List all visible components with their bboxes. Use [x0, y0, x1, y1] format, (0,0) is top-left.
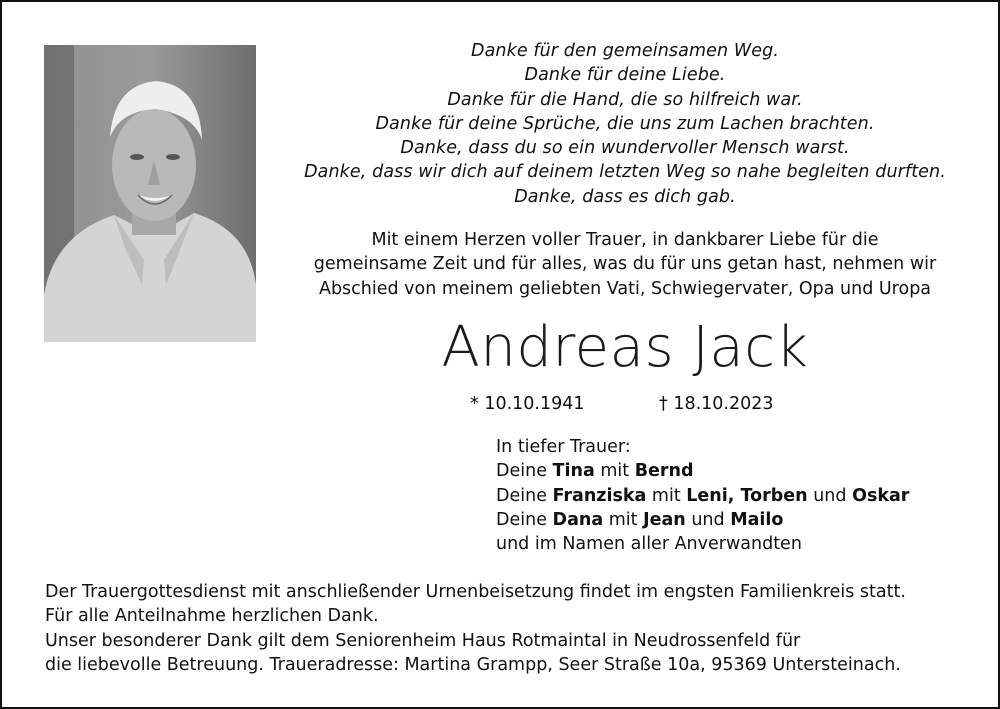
portrait-image [44, 45, 256, 342]
poem-line: Danke, dass du so ein wundervoller Mensch warst. [400, 138, 850, 159]
poem [272, 39, 978, 209]
footer-text [45, 580, 975, 677]
poem-line: Danke, dass wir dich auf deinem letzten Weg so nahe begleiten durften. [304, 162, 946, 183]
mourner-line: Deine Dana mit Jean und Mailo [496, 509, 784, 530]
mourner-line: Deine Franziska mit Leni, Torben und Oskar [496, 485, 910, 506]
poem-line: Danke für deine Sprüche, die uns zum Lachen brachten. [375, 113, 875, 134]
poem-line: Danke für die Hand, die so hilfreich war. [447, 89, 803, 110]
poem-line: Danke für den gemeinsamen Weg. [471, 41, 779, 61]
birth-date: * 10.10.1941 [470, 394, 585, 414]
portrait-photo [44, 45, 256, 342]
poem-line: Danke, dass es dich gab. [514, 186, 736, 207]
death-date: † 18.10.2023 [659, 394, 774, 414]
footer-line: Für alle Anteilnahme herzlichen Dank. [45, 606, 379, 627]
poem-line: Danke für deine Liebe. [524, 65, 726, 86]
intro-line: gemeinsame Zeit und für alles, was du für uns getan hast, nehmen wir [313, 254, 937, 275]
deceased-name: Andreas Jack [441, 315, 809, 380]
intro-line: Mit einem Herzen voller Trauer, in dankbarer Liebe für die [371, 230, 879, 250]
mourners-list [496, 435, 909, 556]
intro-line: Abschied von meinem geliebten Vati, Schwiegervater, Opa und Uropa [318, 278, 932, 299]
footer-line: die liebevolle Betreuung. Traueradresse: Martina Grampp, Seer Straße 10a, 95369 Untersteinach. [45, 654, 901, 675]
footer-line: Der Trauergottesdienst mit anschließender Urnenbeisetzung findet im engsten Familienkreis statt. [45, 582, 906, 602]
intro-text [272, 228, 978, 301]
footer-line: Unser besonderer Dank gilt dem Seniorenheim Haus Rotmaintal in Neudrossenfeld für [45, 630, 801, 651]
mourners-heading: In tiefer Trauer: [496, 437, 631, 457]
mourners-closing: und im Namen aller Anverwandten [496, 534, 802, 555]
mourner-line: Deine Tina mit Bernd [496, 461, 694, 482]
